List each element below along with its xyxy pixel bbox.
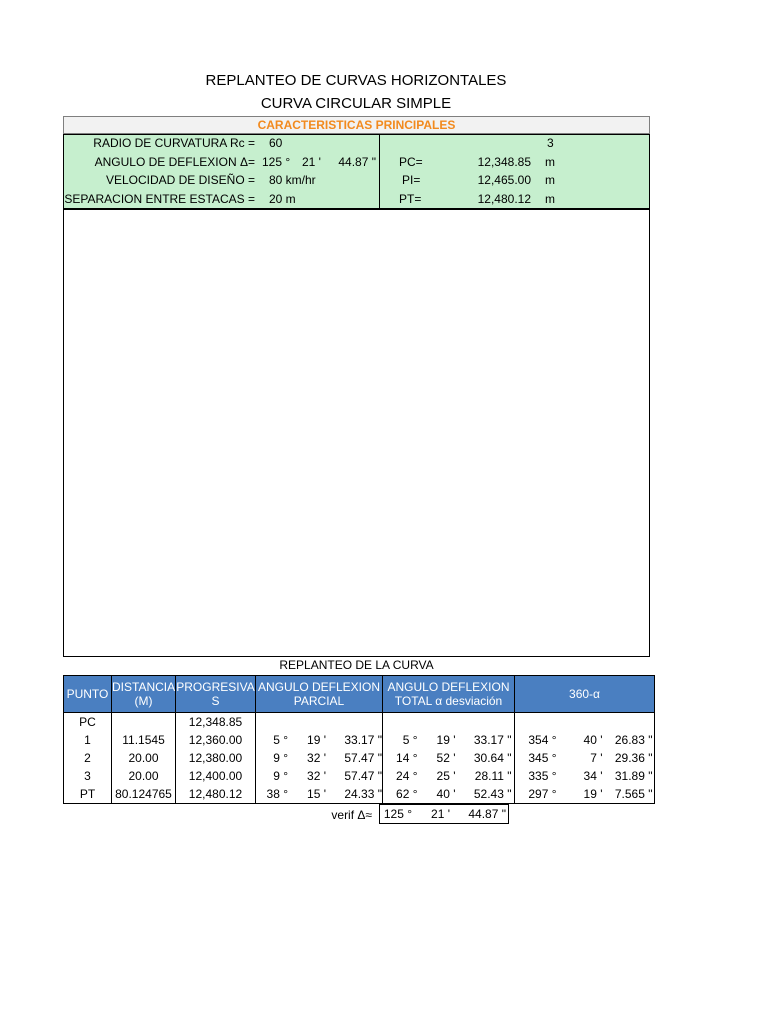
cell-progresiva: 12,348.85	[176, 713, 256, 732]
cell-angulo-parcial	[256, 785, 383, 804]
replanteo-table	[63, 675, 655, 804]
cell-punto: PC	[64, 713, 112, 732]
verif-deg: 125 °	[383, 807, 412, 821]
cell-progresiva: 12,380.00	[176, 749, 256, 767]
radio-label: RADIO DE CURVATURA Rc =	[93, 136, 255, 150]
replanteo-title: REPLANTEO DE LA CURVA	[279, 658, 434, 672]
total-sec: 30.64 "	[473, 751, 512, 765]
parcial-sec: 24.33 "	[344, 787, 382, 801]
total-min: 19 '	[436, 733, 456, 747]
cell-progresiva: 12,400.00	[176, 767, 256, 785]
comp-min: 34 '	[583, 769, 603, 783]
cell-angulo-parcial	[256, 749, 383, 767]
table-row	[64, 713, 655, 732]
header-punto: PUNTO	[64, 676, 112, 713]
total-sec: 28.11 "	[474, 769, 512, 783]
cell-distancia: 20.00	[112, 767, 176, 785]
cell-angulo-total	[383, 785, 515, 804]
verification-value	[379, 804, 509, 824]
comp-sec: 29.36 "	[614, 751, 653, 765]
parcial-sec: 57.47 "	[344, 751, 382, 765]
pi-unit: m	[545, 173, 555, 187]
total-min: 52 '	[436, 751, 456, 765]
table-row	[64, 749, 655, 767]
cell-distancia: 20.00	[112, 749, 176, 767]
pi-value: 12,465.00	[477, 173, 531, 187]
cell-distancia: 80.124765	[112, 785, 176, 804]
cell-progresiva: 12,360.00	[176, 731, 256, 749]
cell-angulo-parcial	[256, 713, 383, 732]
curve-drawing-area	[63, 209, 650, 657]
stations-count: 3	[547, 136, 554, 150]
comp-deg: 345 °	[528, 751, 557, 765]
velocidad-label: VELOCIDAD DE DISEÑO =	[105, 173, 255, 187]
cell-complemento	[515, 767, 655, 785]
total-min: 40 '	[436, 787, 456, 801]
pc-unit: m	[545, 155, 555, 169]
parcial-deg: 5 °	[273, 733, 288, 747]
comp-min: 7 '	[590, 751, 603, 765]
cell-complemento	[515, 749, 655, 767]
cell-complemento	[515, 785, 655, 804]
comp-sec: 31.89 "	[614, 769, 653, 783]
velocidad-value: 80 km/hr	[269, 173, 316, 187]
pi-label: PI=	[402, 173, 421, 187]
parcial-deg: 38 °	[266, 787, 288, 801]
cell-angulo-total	[383, 731, 515, 749]
page-title: REPLANTEO DE CURVAS HORIZONTALES	[205, 72, 507, 89]
separacion-label: SEPARACION ENTRE ESTACAS =	[64, 192, 255, 206]
comp-min: 19 '	[583, 787, 603, 801]
table-row	[64, 767, 655, 785]
table-row	[64, 785, 655, 804]
radio-value: 60	[269, 136, 283, 150]
angulo-seconds: 44.87 "	[338, 155, 376, 169]
cell-punto: 3	[64, 767, 112, 785]
cell-punto: 2	[64, 749, 112, 767]
angulo-minutes: 21 '	[302, 155, 321, 169]
cell-distancia: 11.1545	[112, 731, 176, 749]
separacion-value: 20 m	[269, 192, 296, 206]
comp-sec: 7.565 "	[614, 787, 653, 801]
pc-label: PC=	[399, 155, 423, 169]
header-angulo-parcial: ANGULO DEFLEXION PARCIAL	[256, 676, 383, 713]
total-deg: 5 °	[402, 733, 418, 747]
verification-label: verif Δ≈	[331, 808, 372, 822]
cell-angulo-total	[383, 767, 515, 785]
header-complemento: 360-α	[515, 676, 655, 713]
cell-angulo-total	[383, 713, 515, 732]
cell-complemento	[515, 731, 655, 749]
angulo-degrees: 125 °	[262, 155, 291, 169]
header-distancia: DISTANCIA (M)	[112, 676, 176, 713]
cell-angulo-total	[383, 749, 515, 767]
comp-deg: 335 °	[528, 769, 557, 783]
parcial-min: 19 '	[307, 733, 326, 747]
table-row	[64, 731, 655, 749]
characteristics-header: CARACTERISTICAS PRINCIPALES	[63, 116, 650, 134]
parcial-deg: 9 °	[273, 751, 288, 765]
angulo-label: ANGULO DE DEFLEXION Δ=	[94, 155, 255, 169]
total-min: 25 '	[436, 769, 456, 783]
total-deg: 14 °	[396, 751, 418, 765]
verif-sec: 44.87 "	[468, 807, 506, 821]
cell-distancia	[112, 713, 176, 732]
comp-min: 40 '	[583, 733, 603, 747]
total-sec: 33.17 "	[473, 733, 512, 747]
pt-unit: m	[545, 192, 555, 206]
parcial-sec: 33.17 "	[344, 733, 382, 747]
comp-sec: 26.83 "	[614, 733, 653, 747]
parcial-deg: 9 °	[273, 769, 288, 783]
comp-deg: 297 °	[528, 787, 557, 801]
verif-min: 21 '	[431, 807, 450, 821]
pt-label: PT=	[399, 192, 422, 206]
cell-angulo-parcial	[256, 767, 383, 785]
comp-deg: 354 °	[528, 733, 557, 747]
table-header-row	[64, 676, 655, 713]
header-progresiva: PROGRESIVA S	[176, 676, 256, 713]
pt-value: 12,480.12	[477, 192, 531, 206]
cell-punto: 1	[64, 731, 112, 749]
characteristics-divider	[379, 134, 380, 209]
cell-progresiva: 12,480.12	[176, 785, 256, 804]
parcial-sec: 57.47 "	[344, 769, 382, 783]
parcial-min: 32 '	[307, 751, 326, 765]
total-deg: 62 °	[396, 787, 418, 801]
total-deg: 24 °	[396, 769, 418, 783]
parcial-min: 15 '	[307, 787, 326, 801]
cell-angulo-parcial	[256, 731, 383, 749]
parcial-min: 32 '	[307, 769, 326, 783]
cell-punto: PT	[64, 785, 112, 804]
page-subtitle: CURVA CIRCULAR SIMPLE	[260, 95, 452, 112]
cell-complemento	[515, 713, 655, 732]
header-angulo-total: ANGULO DEFLEXION TOTAL α desviación	[383, 676, 515, 713]
total-sec: 52.43 "	[473, 787, 512, 801]
pc-value: 12,348.85	[477, 155, 531, 169]
